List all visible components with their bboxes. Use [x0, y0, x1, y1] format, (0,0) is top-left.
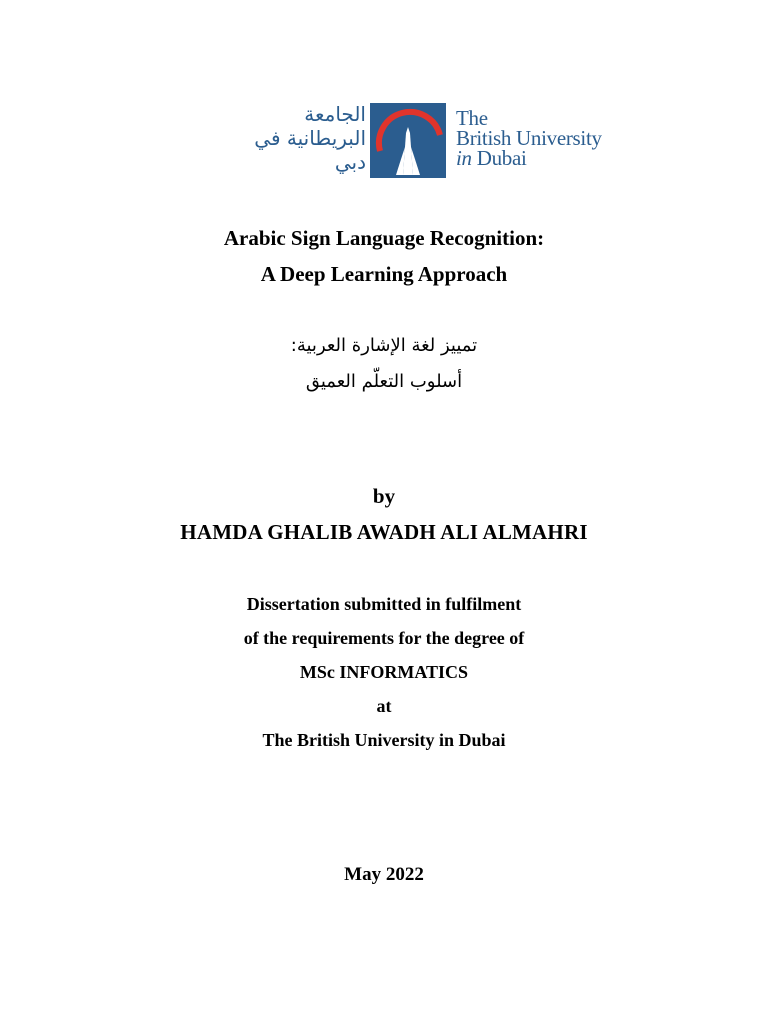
submission-line-1: Dissertation submitted in fulfilment: [246, 594, 522, 614]
by-label: by: [372, 484, 396, 508]
logo-english-in: in: [456, 146, 472, 170]
submission-line-2: of the requirements for the degree of: [243, 628, 525, 648]
thesis-title-line-1: Arabic Sign Language Recognition:: [223, 226, 545, 250]
logo-arabic-line-3: دبي: [334, 150, 366, 174]
logo-english-city: Dubai: [476, 146, 527, 170]
thesis-title-line-2: A Deep Learning Approach: [260, 262, 508, 286]
logo-english-line-1: The: [456, 106, 488, 130]
arabic-title-line-2: أسلوب التعلّم العميق: [305, 371, 463, 392]
university-logo: [180, 100, 620, 180]
degree-name: MSc INFORMATICS: [299, 662, 469, 682]
submission-date: May 2022: [344, 864, 424, 885]
logo-arabic-line-2: البريطانية في: [254, 126, 366, 150]
submission-at: at: [376, 696, 392, 716]
arabic-title-line-1: تمييز لغة الإشارة العربية:: [290, 335, 478, 356]
logo-english-line-2: British University: [456, 126, 602, 150]
author-name: HAMDA GHALIB AWADH ALI ALMAHRI: [180, 520, 588, 544]
logo-english-wordmark: [456, 108, 626, 168]
university-name: The British University in Dubai: [262, 730, 506, 750]
logo-arabic-wordmark: [180, 102, 366, 178]
university-emblem-icon: [370, 103, 446, 178]
logo-arabic-line-1: الجامعة: [304, 102, 366, 126]
logo-english-line-3: [456, 148, 626, 168]
